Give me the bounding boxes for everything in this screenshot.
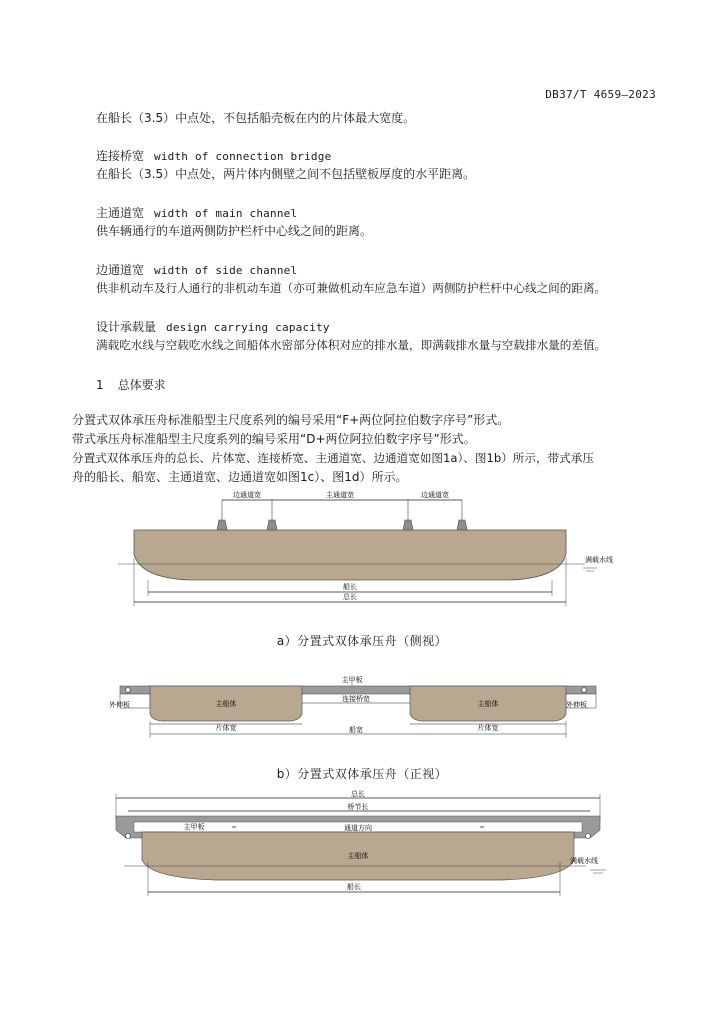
section-number: 1 bbox=[96, 378, 104, 392]
label-main-deck: 主甲板 bbox=[341, 676, 363, 684]
label-hull: 主船体 bbox=[347, 852, 369, 860]
label-main-channel: 主通道宽 bbox=[326, 491, 354, 499]
deck-bolt bbox=[126, 834, 131, 839]
term-definition: 供车辆通行的车道两侧防护栏杆中心线之间的距离。 bbox=[96, 224, 373, 238]
document-code: DB37/T 4659—2023 bbox=[545, 88, 656, 101]
label-channel-direction: 通道方向 bbox=[344, 824, 372, 832]
label-total-length: 总长 bbox=[343, 593, 357, 601]
label-waterline: 满载水线 bbox=[570, 857, 598, 865]
label-hull-left: 主船体 bbox=[215, 700, 237, 708]
hull-side bbox=[134, 530, 566, 580]
label-total-length: 总长 bbox=[351, 790, 365, 798]
term-zh: 连接桥宽 bbox=[96, 149, 145, 163]
term-definition: 在船长（3.5）中点处，两片体内侧壁之间不包括壁板厚度的水平距离。 bbox=[96, 167, 476, 181]
intro-line: 在船长（3.5）中点处，不包括船壳板在内的片体最大宽度。 bbox=[96, 111, 416, 125]
label-ship-length: 船长 bbox=[347, 883, 361, 891]
label-waterline: 满载水线 bbox=[585, 556, 613, 564]
term-zh: 边通道宽 bbox=[96, 263, 145, 277]
label-hull-right: 主船体 bbox=[477, 700, 499, 708]
term-zh: 主通道宽 bbox=[96, 206, 145, 220]
figure-b-front-view bbox=[0, 674, 724, 746]
label-width-left: 片体宽 bbox=[215, 724, 237, 732]
label-side-channel-left: 边通道宽 bbox=[233, 491, 261, 499]
term-en: width of side channel bbox=[154, 264, 298, 277]
body-line: 分置式双体承压舟标准船型主尺度系列的编号采用“F+两位阿拉伯数字序号”形式。 bbox=[72, 413, 510, 427]
figure-a-caption: a）分置式双体承压舟（侧视） bbox=[276, 634, 448, 648]
deck-bolt bbox=[126, 688, 131, 693]
body-line: 舟的船长、船宽、主通道宽、边通道宽如图1c）、图1d）所示。 bbox=[72, 470, 408, 484]
term-heading bbox=[96, 205, 297, 222]
term-heading bbox=[96, 262, 297, 279]
label-outer-board-right: 外伸板 bbox=[566, 701, 587, 709]
term-heading bbox=[96, 148, 331, 165]
figure-c-belt-pontoon bbox=[0, 786, 724, 898]
railing-posts bbox=[217, 500, 467, 530]
label-outer-board-left: 外伸板 bbox=[109, 701, 130, 709]
term-definition: 供非机动车及行人通行的非机动车道（亦可兼做机动车应急车道）两侧防护栏杆中心线之间的距离。 bbox=[96, 281, 607, 295]
term-en: width of connection bridge bbox=[154, 150, 332, 163]
term-zh: 设计承载量 bbox=[96, 320, 157, 334]
term-definition: 满载吃水线与空载吃水线之间船体水密部分体积对应的排水量，即满载排水量与空载排水量的差值。 bbox=[96, 338, 607, 352]
deck-bolt bbox=[582, 688, 587, 693]
label-side-channel-right: 边通道宽 bbox=[421, 491, 449, 499]
deck-bolt bbox=[586, 834, 591, 839]
figure-b-caption: b）分置式双体承压舟（正视） bbox=[276, 767, 448, 781]
label-ship-length: 船长 bbox=[343, 583, 357, 591]
body-line: 带式承压舟标准船型主尺度系列的编号采用“D+两位阿拉伯数字序号”形式。 bbox=[72, 432, 476, 446]
section-title: 总体要求 bbox=[117, 378, 166, 392]
label-width-right: 片体宽 bbox=[477, 724, 499, 732]
term-heading bbox=[96, 319, 330, 336]
label-main-deck: 主甲板 bbox=[183, 823, 205, 831]
label-beam: 船宽 bbox=[349, 726, 363, 734]
body-line: 分置式双体承压舟的总长、片体宽、连接桥宽、主通道宽、边通道宽如图1a）、图1b）所示，带式承压 bbox=[72, 451, 594, 465]
term-en: width of main channel bbox=[154, 207, 298, 220]
label-bridge-width: 连接桥宽 bbox=[342, 695, 370, 703]
section-heading bbox=[96, 376, 166, 393]
term-en: design carrying capacity bbox=[166, 321, 330, 334]
figure-a-side-view bbox=[0, 488, 724, 613]
label-bridge-length: 桥节长 bbox=[347, 803, 369, 811]
